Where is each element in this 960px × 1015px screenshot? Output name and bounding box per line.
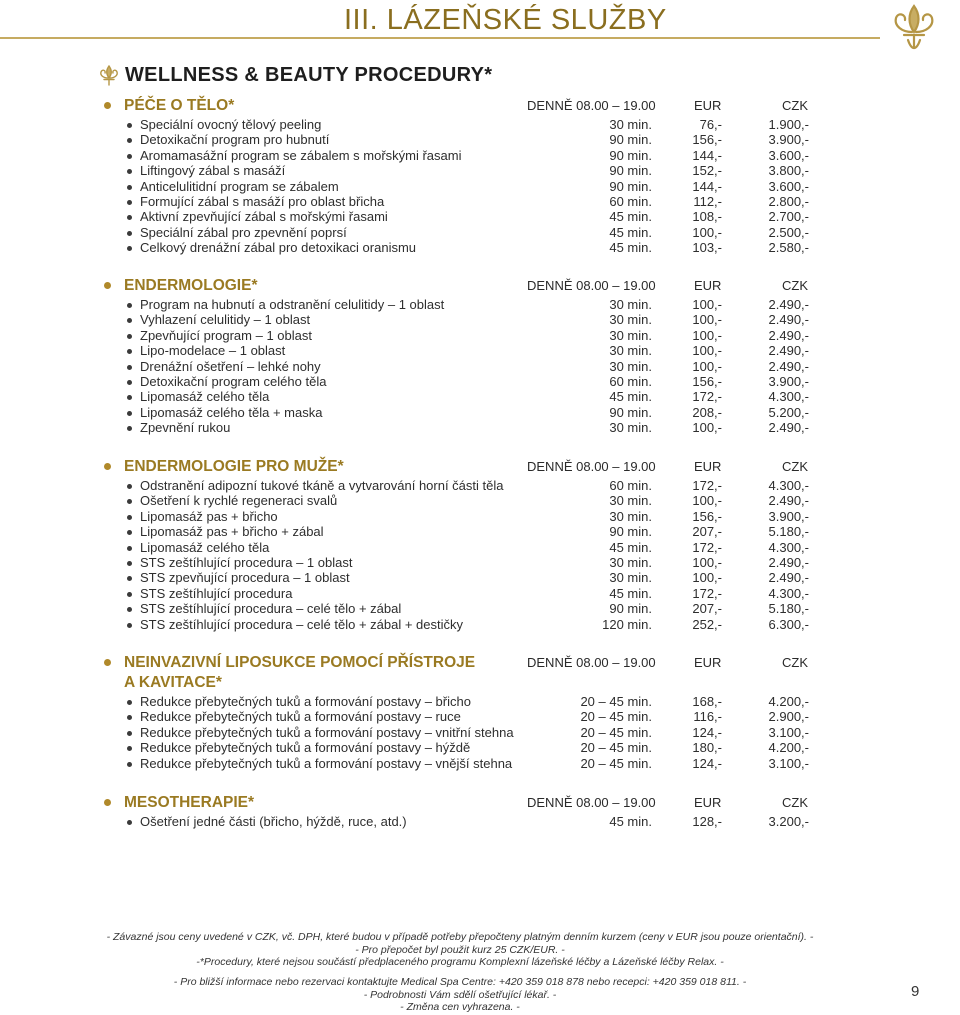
item-name: Drenážní ošetření – lehké nohy	[140, 358, 321, 374]
section-bullet	[104, 102, 111, 109]
bullet	[127, 731, 132, 736]
bullet	[127, 561, 132, 566]
item-price-czk: 3.100,-	[768, 755, 809, 771]
item-price-czk: 2.490,-	[768, 570, 809, 586]
eur-label: EUR	[694, 795, 722, 810]
section-mesotherapy	[0, 794, 960, 829]
list-item	[0, 420, 960, 435]
item-name: Formující zábal s masáží pro oblast břicha	[140, 193, 385, 209]
item-price-eur: 144,-	[692, 178, 722, 194]
bullet	[127, 303, 132, 308]
item-price-eur: 100,-	[692, 358, 722, 374]
item-list	[0, 297, 960, 436]
hours-label: DENNĚ 08.00 – 19.00	[527, 278, 656, 293]
bullet	[127, 546, 132, 551]
item-duration: 30 min.	[609, 327, 652, 343]
bullet	[127, 123, 132, 128]
item-duration: 20 – 45 min.	[580, 709, 652, 725]
item-duration: 45 min.	[609, 224, 652, 240]
eur-label: EUR	[694, 98, 722, 113]
section-body-care	[0, 97, 960, 256]
list-item	[0, 555, 960, 570]
item-price-eur: 116,-	[693, 709, 722, 725]
item-price-eur: 128,-	[692, 814, 722, 829]
list-item	[0, 524, 960, 539]
bullet	[127, 349, 132, 354]
contact-notes	[0, 976, 920, 1014]
item-price-eur: 252,-	[692, 616, 722, 632]
item-duration: 20 – 45 min.	[580, 755, 652, 771]
item-price-czk: 1.900,-	[768, 117, 809, 132]
item-name: Lipo-modelace – 1 oblast	[140, 343, 286, 359]
bullet	[127, 154, 132, 159]
item-price-czk: 3.900,-	[768, 132, 809, 148]
footnote-procedures: -*Procedury, které nejsou součástí předplaceného programu Komplexní lázeňské léčby a Lázeňské léčby Relax. -	[196, 956, 724, 968]
bullet	[127, 138, 132, 143]
item-name: Lipomasáž pas + břicho	[140, 508, 278, 524]
page-header	[0, 0, 960, 40]
item-duration: 45 min.	[609, 389, 652, 405]
item-name: Vyhlazení celulitidy – 1 oblast	[140, 312, 311, 328]
fleur-de-lis-icon	[888, 2, 940, 54]
item-name: Celkový drenážní zábal pro detoxikaci oranismu	[140, 240, 417, 256]
list-item	[0, 725, 960, 740]
item-price-eur: 172,-	[692, 389, 722, 405]
section-title: NEINVAZIVNÍ LIPOSUKCE POMOCÍ PŘÍSTROJE	[124, 654, 476, 671]
page-number: 9	[911, 983, 920, 1000]
item-duration: 90 min.	[609, 524, 652, 540]
list-item	[0, 328, 960, 343]
list-item	[0, 389, 960, 404]
item-name: Redukce přebytečných tuků a formování postavy – vnitřní stehna	[140, 724, 514, 740]
bullet	[127, 215, 132, 220]
item-price-czk: 4.200,-	[768, 740, 809, 756]
item-duration: 30 min.	[609, 508, 652, 524]
list-item	[0, 312, 960, 327]
czk-label: CZK	[782, 98, 808, 113]
list-item	[0, 694, 960, 709]
list-item	[0, 405, 960, 420]
item-name: Anticelulitidní program se zábalem	[140, 178, 339, 194]
item-duration: 30 min.	[609, 358, 652, 374]
item-duration: 45 min.	[609, 814, 652, 829]
item-duration: 20 – 45 min.	[580, 694, 652, 709]
item-price-eur: 100,-	[692, 297, 722, 312]
item-price-eur: 156,-	[692, 373, 722, 389]
item-name: STS zeštíhlující procedura – celé tělo + zábal + destičky	[140, 616, 464, 632]
item-name: Speciální zábal pro zpevnění poprsí	[140, 224, 347, 240]
bullet	[127, 746, 132, 751]
section-title: ENDERMOLOGIE PRO MUŽE*	[124, 458, 344, 475]
item-duration: 30 min.	[609, 117, 652, 132]
bullet	[127, 592, 132, 597]
eur-label: EUR	[694, 278, 722, 293]
item-price-czk: 2.490,-	[768, 297, 809, 312]
bullet	[127, 318, 132, 323]
list-item	[0, 132, 960, 147]
item-price-eur: 156,-	[692, 508, 722, 524]
item-price-czk: 2.490,-	[768, 358, 809, 374]
list-item	[0, 240, 960, 255]
section-header	[0, 794, 960, 814]
item-price-czk: 2.490,-	[768, 420, 809, 436]
item-list	[0, 814, 960, 829]
item-price-eur: 100,-	[692, 224, 722, 240]
item-name: Lipomasáž celého těla	[140, 539, 270, 555]
item-name: STS zeštíhlující procedura – 1 oblast	[140, 554, 353, 570]
item-name: Ošetření jedné části (břicho, hýždě, ruce, atd.)	[140, 814, 407, 829]
eur-label: EUR	[694, 655, 722, 670]
item-price-czk: 2.900,-	[768, 709, 809, 725]
section-bullet	[104, 799, 111, 806]
list-item	[0, 740, 960, 755]
item-duration: 45 min.	[609, 585, 652, 601]
section-header-line2	[0, 674, 960, 694]
section-endermologie-men	[0, 458, 960, 632]
bullet	[127, 515, 132, 520]
item-duration: 30 min.	[609, 420, 652, 436]
item-price-eur: 207,-	[692, 601, 722, 617]
item-name: Program na hubnutí a odstranění celulitidy – 1 oblast	[140, 297, 445, 312]
bullet	[127, 169, 132, 174]
bullet	[127, 334, 132, 339]
item-name: Odstranění adipozní tukové tkáně a vytvarování horní části těla	[140, 478, 504, 493]
item-duration: 45 min.	[609, 539, 652, 555]
footnote-prices: - Závazné jsou ceny uvedené v CZK, vč. DPH, které budou v případě potřeby přepočteny platným denním kurzem (ceny v EUR jsou pouze orientační). -	[106, 931, 814, 943]
item-name: Zpevňující program – 1 oblast	[140, 327, 312, 343]
item-price-czk: 2.490,-	[768, 554, 809, 570]
item-price-czk: 5.180,-	[768, 601, 809, 617]
section-header	[0, 277, 960, 297]
list-item	[0, 617, 960, 632]
header-rule	[0, 37, 880, 39]
item-duration: 120 min.	[602, 616, 652, 632]
item-price-czk: 3.600,-	[768, 147, 809, 163]
bullet	[127, 484, 132, 489]
item-price-czk: 6.300,-	[768, 616, 809, 632]
list-item	[0, 478, 960, 493]
item-name: Aromamasážní program se zábalem s mořskými řasami	[140, 147, 462, 163]
section-title-line2: A KAVITACE*	[124, 674, 222, 691]
section-header	[0, 458, 960, 478]
item-duration: 20 – 45 min.	[580, 740, 652, 756]
item-duration: 45 min.	[609, 209, 652, 225]
bullet	[127, 411, 132, 416]
bullet	[127, 426, 132, 431]
bullet	[127, 762, 132, 767]
item-price-czk: 4.300,-	[768, 539, 809, 555]
item-price-eur: 100,-	[692, 343, 722, 359]
list-item	[0, 586, 960, 601]
item-duration: 90 min.	[609, 601, 652, 617]
item-name: Aktivní zpevňující zábal s mořskými řasami	[140, 209, 388, 225]
item-price-eur: 207,-	[692, 524, 722, 540]
item-price-eur: 180,-	[692, 740, 722, 756]
eur-label: EUR	[694, 459, 722, 474]
section-liposuction	[0, 654, 960, 771]
item-price-czk: 2.500,-	[768, 224, 809, 240]
list-item	[0, 179, 960, 194]
list-item	[0, 163, 960, 178]
item-price-czk: 3.600,-	[768, 178, 809, 194]
list-item	[0, 209, 960, 224]
item-price-czk: 3.800,-	[768, 163, 809, 179]
list-item	[0, 374, 960, 389]
czk-label: CZK	[782, 655, 808, 670]
item-price-czk: 3.200,-	[768, 814, 809, 829]
bullet	[127, 623, 132, 628]
item-name: Lipomasáž celého těla + maska	[140, 404, 323, 420]
czk-label: CZK	[782, 278, 808, 293]
bullet	[127, 607, 132, 612]
item-duration: 30 min.	[609, 493, 652, 509]
item-name: Ošetření k rychlé regeneraci svalů	[140, 493, 338, 509]
item-price-eur: 103,-	[692, 240, 722, 256]
list-item	[0, 540, 960, 555]
section-header	[0, 654, 960, 674]
section-bullet	[104, 463, 111, 470]
item-price-czk: 2.580,-	[768, 240, 809, 256]
section-bullet	[104, 282, 111, 289]
bullet	[127, 185, 132, 190]
item-duration: 45 min.	[609, 240, 652, 256]
price-change-note: - Změna cen vyhrazena. -	[400, 1001, 520, 1013]
bullet	[127, 365, 132, 370]
czk-label: CZK	[782, 459, 808, 474]
item-duration: 90 min.	[609, 147, 652, 163]
list-item	[0, 601, 960, 616]
item-name: Redukce přebytečných tuků a formování postavy – vnější stehna	[140, 755, 513, 771]
item-price-eur: 76,-	[699, 117, 722, 132]
item-price-czk: 4.300,-	[768, 389, 809, 405]
item-name: Zpevnění rukou	[140, 420, 231, 436]
hours-label: DENNĚ 08.00 – 19.00	[527, 795, 656, 810]
item-name: Redukce přebytečných tuků a formování postavy – hýždě	[140, 740, 471, 756]
section-bullet	[104, 659, 111, 666]
item-price-czk: 2.490,-	[768, 312, 809, 328]
item-duration: 90 min.	[609, 404, 652, 420]
item-price-czk: 2.490,-	[768, 343, 809, 359]
list-item	[0, 509, 960, 524]
hours-label: DENNĚ 08.00 – 19.00	[527, 98, 656, 113]
list-item	[0, 359, 960, 374]
item-list	[0, 117, 960, 256]
item-duration: 60 min.	[609, 193, 652, 209]
section-title: ENDERMOLOGIE*	[124, 277, 258, 294]
item-price-czk: 2.490,-	[768, 327, 809, 343]
item-duration: 30 min.	[609, 343, 652, 359]
item-price-czk: 4.300,-	[768, 478, 809, 493]
item-price-eur: 100,-	[692, 493, 722, 509]
list-item	[0, 756, 960, 771]
item-price-czk: 4.300,-	[768, 585, 809, 601]
wellness-heading: WELLNESS & BEAUTY PROCEDURY*	[125, 64, 493, 86]
item-name: STS zeštíhlující procedura	[140, 585, 293, 601]
section-title: MESOTHERAPIE*	[124, 794, 255, 811]
bullet	[127, 820, 132, 825]
item-price-eur: 108,-	[692, 209, 722, 225]
item-duration: 30 min.	[609, 554, 652, 570]
item-duration: 30 min.	[609, 297, 652, 312]
bullet	[127, 380, 132, 385]
contact-info: - Pro bližší informace nebo rezervaci kontaktujte Medical Spa Centre: +420 359 018 878 nebo recepci: +420 359 018 811. -	[173, 976, 747, 988]
item-name: Redukce přebytečných tuků a formování postavy – břicho	[140, 694, 471, 709]
item-name: STS zeštíhlující procedura – celé tělo + zábal	[140, 601, 402, 617]
item-list	[0, 478, 960, 632]
item-price-czk: 3.900,-	[768, 373, 809, 389]
list-item	[0, 225, 960, 240]
section-title: PÉČE O TĚLO*	[124, 97, 235, 114]
section-header	[0, 97, 960, 117]
item-price-eur: 152,-	[692, 163, 722, 179]
item-name: Lipomasáž pas + břicho + zábal	[140, 524, 324, 540]
list-item	[0, 814, 960, 829]
item-price-eur: 124,-	[692, 755, 722, 771]
list-item	[0, 709, 960, 724]
item-price-czk: 4.200,-	[768, 694, 809, 709]
list-item	[0, 570, 960, 585]
bullet	[127, 530, 132, 535]
list-item	[0, 297, 960, 312]
list-item	[0, 194, 960, 209]
item-price-eur: 100,-	[692, 420, 722, 436]
bullet	[127, 246, 132, 251]
item-list	[0, 694, 960, 771]
item-name: Lipomasáž celého těla	[140, 389, 270, 405]
item-duration: 60 min.	[609, 478, 652, 493]
item-price-eur: 172,-	[692, 478, 722, 493]
item-name: STS zpevňující procedura – 1 oblast	[140, 570, 350, 586]
bullet	[127, 231, 132, 236]
item-price-eur: 144,-	[692, 147, 722, 163]
item-name: Detoxikační program pro hubnutí	[140, 132, 330, 148]
item-price-eur: 100,-	[692, 327, 722, 343]
item-name: Liftingový zábal s masáží	[140, 163, 286, 179]
item-price-eur: 112,-	[693, 193, 722, 209]
item-price-czk: 2.700,-	[768, 209, 809, 225]
item-price-eur: 172,-	[692, 539, 722, 555]
item-duration: 30 min.	[609, 570, 652, 586]
item-price-eur: 208,-	[692, 404, 722, 420]
page-title: III. LÁZEŇSKÉ SLUŽBY	[344, 4, 667, 36]
item-price-eur: 156,-	[692, 132, 722, 148]
bullet	[127, 700, 132, 705]
czk-label: CZK	[782, 795, 808, 810]
item-duration: 60 min.	[609, 373, 652, 389]
bullet	[127, 576, 132, 581]
item-price-eur: 168,-	[692, 694, 722, 709]
bullet	[127, 715, 132, 720]
item-duration: 20 – 45 min.	[580, 724, 652, 740]
footnotes	[0, 931, 920, 969]
item-duration: 90 min.	[609, 178, 652, 194]
doctor-note: - Podrobnosti Vám sdělí ošetřující lékař. -	[363, 988, 557, 1001]
list-item	[0, 493, 960, 508]
item-price-czk: 2.490,-	[768, 493, 809, 509]
bullet	[127, 499, 132, 504]
hours-label: DENNĚ 08.00 – 19.00	[527, 655, 656, 670]
item-duration: 30 min.	[609, 312, 652, 328]
item-name: Detoxikační program celého těla	[140, 373, 327, 389]
list-item	[0, 117, 960, 132]
item-price-czk: 2.800,-	[768, 193, 809, 209]
hours-label: DENNĚ 08.00 – 19.00	[527, 459, 656, 474]
item-price-eur: 100,-	[692, 570, 722, 586]
list-item	[0, 148, 960, 163]
section-endermologie	[0, 277, 960, 436]
fleur-de-lis-small-icon	[98, 65, 120, 87]
item-price-eur: 124,-	[692, 724, 722, 740]
footnote-exchange-rate: - Pro přepočet byl použit kurz 25 CZK/EUR. -	[355, 943, 565, 956]
item-name: Redukce přebytečných tuků a formování postavy – ruce	[140, 709, 461, 725]
item-price-eur: 100,-	[692, 554, 722, 570]
item-price-czk: 3.900,-	[768, 508, 809, 524]
item-price-czk: 5.180,-	[768, 524, 809, 540]
item-price-czk: 3.100,-	[768, 724, 809, 740]
list-item	[0, 343, 960, 358]
item-price-czk: 5.200,-	[768, 404, 809, 420]
item-price-eur: 100,-	[692, 312, 722, 328]
item-name: Speciální ovocný tělový peeling	[140, 117, 322, 132]
item-duration: 90 min.	[609, 132, 652, 148]
bullet	[127, 200, 132, 205]
item-price-eur: 172,-	[692, 585, 722, 601]
bullet	[127, 395, 132, 400]
item-duration: 90 min.	[609, 163, 652, 179]
